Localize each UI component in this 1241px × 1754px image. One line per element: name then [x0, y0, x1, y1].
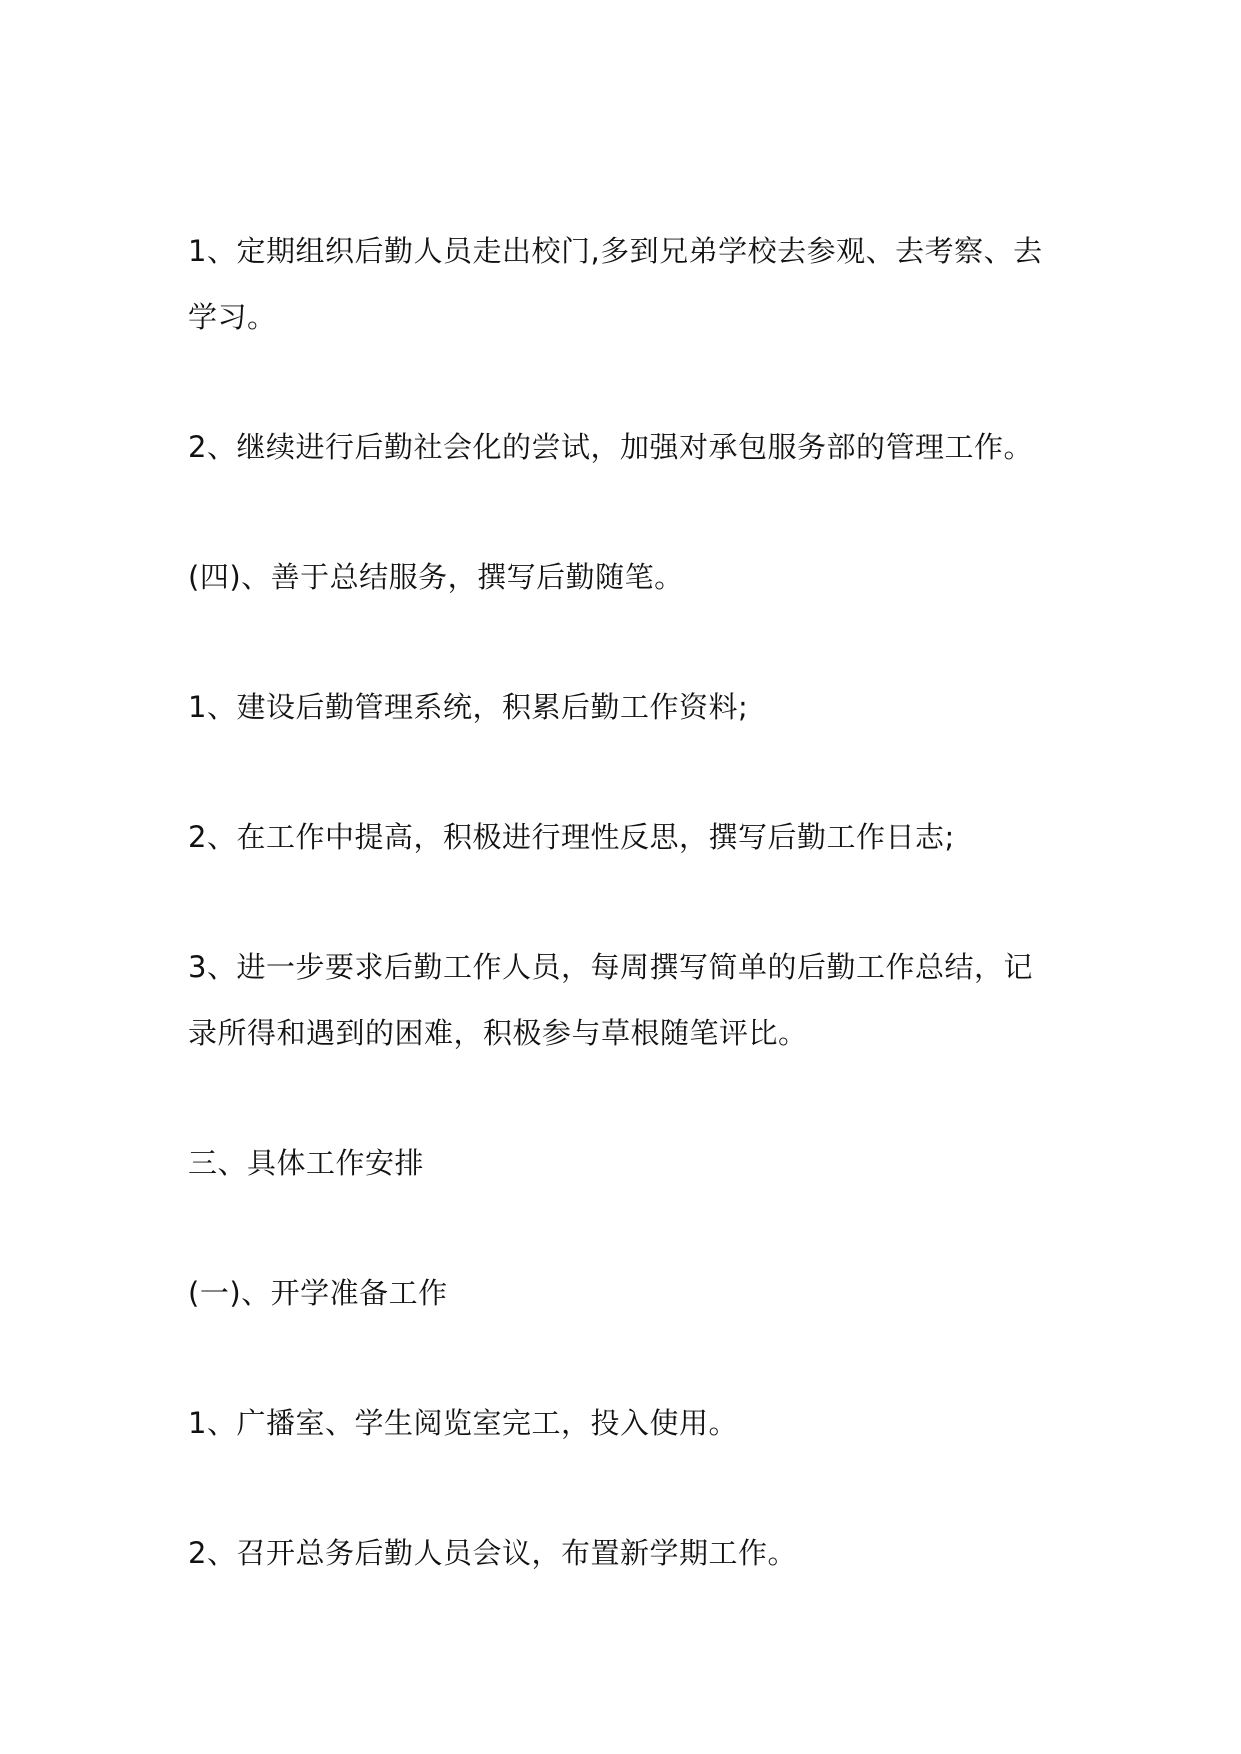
paragraph-visit-schools: 1、定期组织后勤人员走出校门,多到兄弟学校去参观、去考察、去学习。: [188, 234, 1043, 334]
paragraph-staff-meeting: 2、召开总务后勤人员会议，布置新学期工作。: [188, 1536, 797, 1570]
section-heading-arrangements: 三、具体工作安排: [188, 1146, 425, 1180]
section-heading-summarize: (四)、善于总结服务，撰写后勤随笔。: [188, 560, 684, 594]
paragraph-management-system: 1、建设后勤管理系统，积累后勤工作资料;: [188, 690, 749, 724]
paragraph-work-log: 2、在工作中提高，积极进行理性反思，撰写后勤工作日志;: [188, 820, 955, 854]
paragraph-broadcast-room: 1、广播室、学生阅览室完工，投入使用。: [188, 1406, 738, 1440]
paragraph-weekly-summary: 3、进一步要求后勤工作人员，每周撰写简单的后勤工作总结，记录所得和遇到的困难，积极参与草根随笔评比。: [188, 950, 1033, 1050]
paragraph-socialization: 2、继续进行后勤社会化的尝试，加强对承包服务部的管理工作。: [188, 430, 1033, 464]
section-heading-preparation: (一)、开学准备工作: [188, 1276, 448, 1310]
